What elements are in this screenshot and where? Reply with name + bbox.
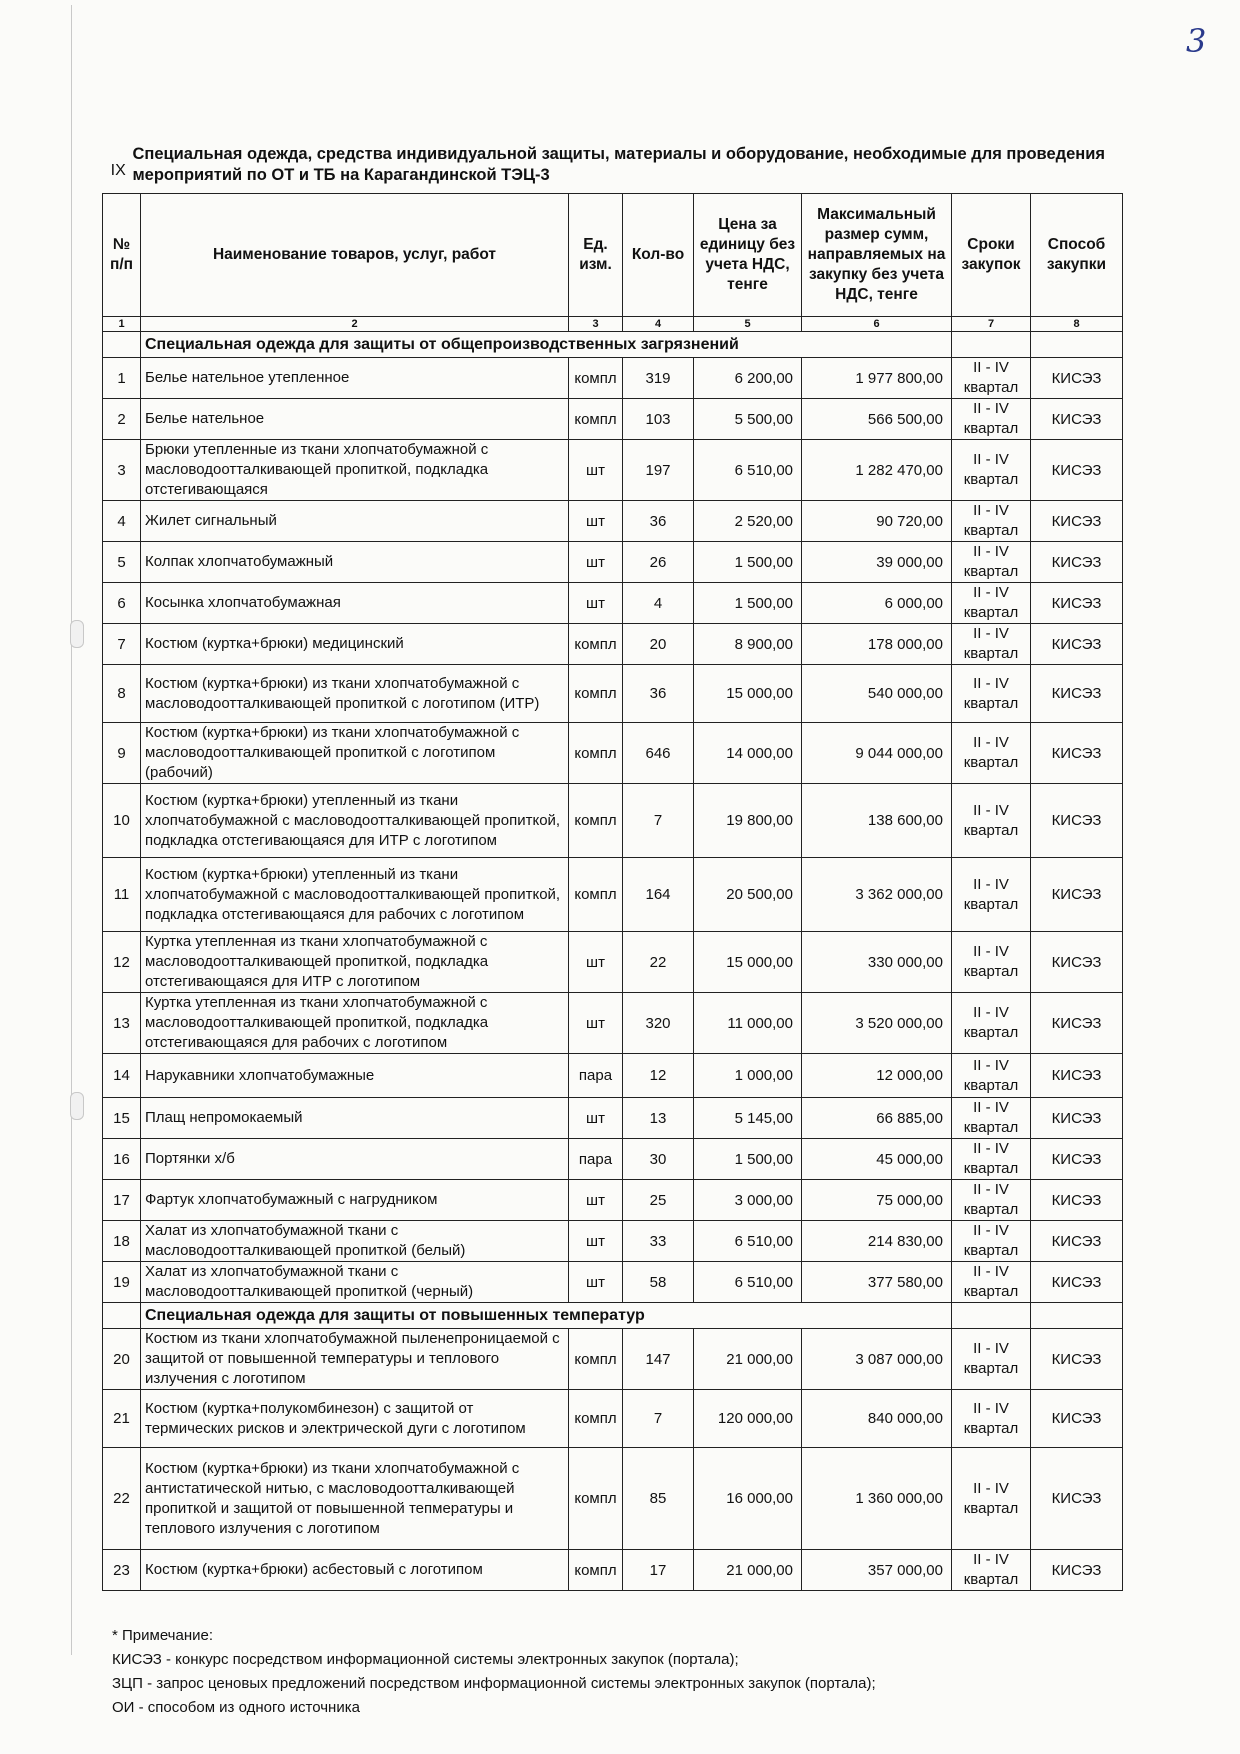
table-row [103, 501, 1123, 542]
row-number-cell: 8 [103, 665, 141, 723]
table-row [103, 1098, 1123, 1139]
item-name-cell: Нарукавники хлопчатобумажные [141, 1054, 569, 1098]
unit-price-cell: 21 000,00 [694, 1329, 802, 1390]
unit-price-cell: 2 520,00 [694, 501, 802, 542]
column-index-cell: 3 [569, 317, 623, 332]
table-row [103, 1550, 1123, 1591]
max-sum-cell: 357 000,00 [802, 1550, 952, 1591]
unit-cell: компл [569, 1329, 623, 1390]
section-title: Специальная одежда, средства индивидуальной защиты, материалы и оборудование, необходимые для проведения мероприятий по ОТ и ТБ на Карагандинской ТЭЦ-3 [132, 145, 1106, 184]
quantity-cell: 33 [623, 1221, 694, 1262]
item-name-cell: Костюм (куртка+брюки) утепленный из ткани хлопчатобумажной с масловодоотталкивающей пропиткой, подкладка отстегивающаяся для рабочих с логотипом [141, 858, 569, 932]
max-sum-cell: 6 000,00 [802, 583, 952, 624]
procurement-term-cell: II - IV квартал [952, 932, 1031, 993]
table-row [103, 1221, 1123, 1262]
quantity-cell: 320 [623, 993, 694, 1054]
unit-price-cell: 1 500,00 [694, 583, 802, 624]
quantity-cell: 7 [623, 1390, 694, 1448]
row-number-cell: 2 [103, 399, 141, 440]
row-number-cell: 18 [103, 1221, 141, 1262]
unit-cell: компл [569, 858, 623, 932]
header-cell: Сроки закупок [952, 194, 1031, 317]
item-name-cell: Халат из хлопчатобумажной ткани с масловодоотталкивающей пропиткой (белый) [141, 1221, 569, 1262]
unit-price-cell: 1 500,00 [694, 542, 802, 583]
table-row [103, 583, 1123, 624]
procurement-term-cell: II - IV квартал [952, 784, 1031, 858]
category-empty-cell [952, 1303, 1031, 1329]
column-index-cell: 4 [623, 317, 694, 332]
item-name-cell: Косынка хлопчатобумажная [141, 583, 569, 624]
procurement-term-cell: II - IV квартал [952, 583, 1031, 624]
unit-cell: компл [569, 624, 623, 665]
procurement-term-cell: II - IV квартал [952, 1180, 1031, 1221]
quantity-cell: 12 [623, 1054, 694, 1098]
quantity-cell: 20 [623, 624, 694, 665]
row-number-cell: 1 [103, 358, 141, 399]
row-number-cell: 4 [103, 501, 141, 542]
max-sum-cell: 1 360 000,00 [802, 1448, 952, 1550]
max-sum-cell: 214 830,00 [802, 1221, 952, 1262]
item-name-cell: Белье нательное утепленное [141, 358, 569, 399]
max-sum-cell: 3 087 000,00 [802, 1329, 952, 1390]
procurement-method-cell: КИСЭЗ [1031, 1180, 1123, 1221]
procurement-method-cell: КИСЭЗ [1031, 358, 1123, 399]
max-sum-cell: 330 000,00 [802, 932, 952, 993]
item-name-cell: Костюм (куртка+брюки) асбестовый с логотипом [141, 1550, 569, 1591]
punch-hole-top [70, 620, 84, 648]
unit-cell: шт [569, 932, 623, 993]
procurement-term-cell: II - IV квартал [952, 1550, 1031, 1591]
max-sum-cell: 39 000,00 [802, 542, 952, 583]
procurement-term-cell: II - IV квартал [952, 1448, 1031, 1550]
max-sum-cell: 1 282 470,00 [802, 440, 952, 501]
procurement-method-cell: КИСЭЗ [1031, 932, 1123, 993]
category-title: Специальная одежда для защиты от повышенных температур [141, 1303, 952, 1329]
unit-cell: компл [569, 1448, 623, 1550]
notes-title: * Примечание: [112, 1627, 213, 1644]
unit-price-cell: 16 000,00 [694, 1448, 802, 1550]
header-cell: Ед. изм. [569, 194, 623, 317]
handwritten-page-number: 3 [1186, 22, 1207, 60]
column-index-row [103, 317, 1123, 332]
unit-price-cell: 6 200,00 [694, 358, 802, 399]
item-name-cell: Фартук хлопчатобумажный с нагрудником [141, 1180, 569, 1221]
max-sum-cell: 138 600,00 [802, 784, 952, 858]
row-number-cell: 21 [103, 1390, 141, 1448]
procurement-method-cell: КИСЭЗ [1031, 665, 1123, 723]
header-cell: Способ закупки [1031, 194, 1123, 317]
item-name-cell: Колпак хлопчатобумажный [141, 542, 569, 583]
quantity-cell: 30 [623, 1139, 694, 1180]
unit-cell: шт [569, 440, 623, 501]
unit-cell: компл [569, 358, 623, 399]
header-cell: Кол-во [623, 194, 694, 317]
quantity-cell: 147 [623, 1329, 694, 1390]
unit-price-cell: 5 500,00 [694, 399, 802, 440]
row-number-cell: 12 [103, 932, 141, 993]
item-name-cell: Халат из хлопчатобумажной ткани с масловодоотталкивающей пропиткой (черный) [141, 1262, 569, 1303]
unit-cell: шт [569, 583, 623, 624]
table-row [103, 1390, 1123, 1448]
unit-price-cell: 20 500,00 [694, 858, 802, 932]
header-cell: № п/п [103, 194, 141, 317]
unit-cell: компл [569, 665, 623, 723]
max-sum-cell: 840 000,00 [802, 1390, 952, 1448]
unit-cell: пара [569, 1139, 623, 1180]
unit-cell: компл [569, 1390, 623, 1448]
quantity-cell: 17 [623, 1550, 694, 1591]
category-empty-cell [952, 332, 1031, 358]
max-sum-cell: 566 500,00 [802, 399, 952, 440]
row-number-cell: 13 [103, 993, 141, 1054]
column-index-cell: 1 [103, 317, 141, 332]
table-row [103, 784, 1123, 858]
procurement-table [102, 193, 1123, 1591]
unit-cell: шт [569, 1221, 623, 1262]
table-row [103, 1054, 1123, 1098]
table-row [103, 993, 1123, 1054]
max-sum-cell: 377 580,00 [802, 1262, 952, 1303]
category-row [103, 332, 1123, 358]
unit-price-cell: 1 500,00 [694, 1139, 802, 1180]
procurement-method-cell: КИСЭЗ [1031, 542, 1123, 583]
procurement-term-cell: II - IV квартал [952, 624, 1031, 665]
procurement-method-cell: КИСЭЗ [1031, 723, 1123, 784]
quantity-cell: 103 [623, 399, 694, 440]
unit-cell: шт [569, 1180, 623, 1221]
procurement-method-cell: КИСЭЗ [1031, 501, 1123, 542]
category-empty-cell [103, 1303, 141, 1329]
unit-price-cell: 11 000,00 [694, 993, 802, 1054]
unit-price-cell: 1 000,00 [694, 1054, 802, 1098]
item-name-cell: Костюм (куртка+брюки) утепленный из ткани хлопчатобумажной с масловодоотталкивающей пропиткой, подкладка отстегивающаяся для ИТР с логотипом [141, 784, 569, 858]
column-index-cell: 6 [802, 317, 952, 332]
procurement-method-cell: КИСЭЗ [1031, 1550, 1123, 1591]
unit-price-cell: 14 000,00 [694, 723, 802, 784]
unit-cell: пара [569, 1054, 623, 1098]
note-line: ЗЦП - запрос ценовых предложений посредством информационной системы электронных закупок (портала); [112, 1675, 876, 1692]
unit-price-cell: 6 510,00 [694, 440, 802, 501]
table-row [103, 932, 1123, 993]
quantity-cell: 25 [623, 1180, 694, 1221]
procurement-term-cell: II - IV квартал [952, 1139, 1031, 1180]
header-cell: Цена за единицу без учета НДС, тенге [694, 194, 802, 317]
procurement-term-cell: II - IV квартал [952, 358, 1031, 399]
procurement-term-cell: II - IV квартал [952, 542, 1031, 583]
quantity-cell: 197 [623, 440, 694, 501]
procurement-method-cell: КИСЭЗ [1031, 993, 1123, 1054]
row-number-cell: 23 [103, 1550, 141, 1591]
row-number-cell: 11 [103, 858, 141, 932]
max-sum-cell: 45 000,00 [802, 1139, 952, 1180]
quantity-cell: 26 [623, 542, 694, 583]
unit-price-cell: 3 000,00 [694, 1180, 802, 1221]
table-row [103, 1180, 1123, 1221]
margin-line [71, 5, 72, 1655]
unit-price-cell: 19 800,00 [694, 784, 802, 858]
max-sum-cell: 1 977 800,00 [802, 358, 952, 399]
category-empty-cell [103, 332, 141, 358]
category-empty-cell [1031, 1303, 1123, 1329]
header-row [103, 194, 1123, 317]
procurement-term-cell: II - IV квартал [952, 440, 1031, 501]
max-sum-cell: 540 000,00 [802, 665, 952, 723]
unit-price-cell: 120 000,00 [694, 1390, 802, 1448]
table-row [103, 665, 1123, 723]
unit-cell: компл [569, 723, 623, 784]
punch-hole-bottom [70, 1092, 84, 1120]
table-row [103, 440, 1123, 501]
quantity-cell: 58 [623, 1262, 694, 1303]
unit-cell: компл [569, 399, 623, 440]
row-number-cell: 15 [103, 1098, 141, 1139]
unit-price-cell: 6 510,00 [694, 1221, 802, 1262]
table-row [103, 858, 1123, 932]
row-number-cell: 10 [103, 784, 141, 858]
procurement-method-cell: КИСЭЗ [1031, 1448, 1123, 1550]
max-sum-cell: 3 520 000,00 [802, 993, 952, 1054]
max-sum-cell: 3 362 000,00 [802, 858, 952, 932]
table-row [103, 1329, 1123, 1390]
row-number-cell: 19 [103, 1262, 141, 1303]
procurement-method-cell: КИСЭЗ [1031, 1139, 1123, 1180]
procurement-term-cell: II - IV квартал [952, 1329, 1031, 1390]
unit-cell: шт [569, 542, 623, 583]
row-number-cell: 22 [103, 1448, 141, 1550]
procurement-method-cell: КИСЭЗ [1031, 1221, 1123, 1262]
unit-cell: компл [569, 784, 623, 858]
max-sum-cell: 90 720,00 [802, 501, 952, 542]
unit-price-cell: 21 000,00 [694, 1550, 802, 1591]
row-number-cell: 3 [103, 440, 141, 501]
table-row [103, 624, 1123, 665]
procurement-term-cell: II - IV квартал [952, 665, 1031, 723]
item-name-cell: Брюки утепленные из ткани хлопчатобумажной с масловодоотталкивающей пропиткой, подкладка отстегивающаяся [141, 440, 569, 501]
unit-cell: шт [569, 1098, 623, 1139]
item-name-cell: Жилет сигнальный [141, 501, 569, 542]
item-name-cell: Костюм (куртка+брюки) медицинский [141, 624, 569, 665]
header-cell: Максимальный размер сумм, направляемых на закупку без учета НДС, тенге [802, 194, 952, 317]
unit-price-cell: 15 000,00 [694, 665, 802, 723]
category-row [103, 1303, 1123, 1329]
row-number-cell: 7 [103, 624, 141, 665]
max-sum-cell: 66 885,00 [802, 1098, 952, 1139]
item-name-cell: Куртка утепленная из ткани хлопчатобумажной с масловодоотталкивающей пропиткой, подкладка отстегивающаяся для рабочих с логотипом [141, 993, 569, 1054]
row-number-cell: 16 [103, 1139, 141, 1180]
category-empty-cell [1031, 332, 1123, 358]
item-name-cell: Костюм (куртка+полукомбинезон) с защитой от термических рисков и электрической дуги с логотипом [141, 1390, 569, 1448]
quantity-cell: 13 [623, 1098, 694, 1139]
quantity-cell: 36 [623, 501, 694, 542]
row-number-cell: 6 [103, 583, 141, 624]
procurement-method-cell: КИСЭЗ [1031, 1329, 1123, 1390]
row-number-cell: 5 [103, 542, 141, 583]
quantity-cell: 4 [623, 583, 694, 624]
column-index-cell: 2 [141, 317, 569, 332]
item-name-cell: Костюм из ткани хлопчатобумажной пыленепроницаемой с защитой от повышенной температуры и теплового излучения с логотипом [141, 1329, 569, 1390]
procurement-method-cell: КИСЭЗ [1031, 784, 1123, 858]
item-name-cell: Куртка утепленная из ткани хлопчатобумажной с масловодоотталкивающей пропиткой, подкладка отстегивающаяся для ИТР с логотипом [141, 932, 569, 993]
item-name-cell: Плащ непромокаемый [141, 1098, 569, 1139]
item-name-cell: Портянки х/б [141, 1139, 569, 1180]
quantity-cell: 7 [623, 784, 694, 858]
procurement-term-cell: II - IV квартал [952, 1054, 1031, 1098]
procurement-method-cell: КИСЭЗ [1031, 858, 1123, 932]
column-index-cell: 7 [952, 317, 1031, 332]
procurement-method-cell: КИСЭЗ [1031, 583, 1123, 624]
row-number-cell: 9 [103, 723, 141, 784]
procurement-term-cell: II - IV квартал [952, 858, 1031, 932]
row-number-cell: 14 [103, 1054, 141, 1098]
procurement-term-cell: II - IV квартал [952, 723, 1031, 784]
table-row [103, 1262, 1123, 1303]
item-name-cell: Костюм (куртка+брюки) из ткани хлопчатобумажной с масловодоотталкивающей пропиткой с логотипом (рабочий) [141, 723, 569, 784]
quantity-cell: 85 [623, 1448, 694, 1550]
unit-price-cell: 8 900,00 [694, 624, 802, 665]
procurement-term-cell: II - IV квартал [952, 501, 1031, 542]
procurement-method-cell: КИСЭЗ [1031, 624, 1123, 665]
item-name-cell: Костюм (куртка+брюки) из ткани хлопчатобумажной с масловодоотталкивающей пропиткой с логотипом (ИТР) [141, 665, 569, 723]
quantity-cell: 22 [623, 932, 694, 993]
table-row [103, 399, 1123, 440]
procurement-method-cell: КИСЭЗ [1031, 1390, 1123, 1448]
quantity-cell: 319 [623, 358, 694, 399]
quantity-cell: 164 [623, 858, 694, 932]
section-heading [104, 144, 1124, 186]
table-row [103, 1139, 1123, 1180]
unit-price-cell: 15 000,00 [694, 932, 802, 993]
header-cell: Наименование товаров, услуг, работ [141, 194, 569, 317]
unit-cell: компл [569, 1550, 623, 1591]
unit-cell: шт [569, 1262, 623, 1303]
unit-price-cell: 5 145,00 [694, 1098, 802, 1139]
procurement-term-cell: II - IV квартал [952, 993, 1031, 1054]
procurement-term-cell: II - IV квартал [952, 1098, 1031, 1139]
quantity-cell: 36 [623, 665, 694, 723]
table-row [103, 542, 1123, 583]
procurement-method-cell: КИСЭЗ [1031, 440, 1123, 501]
table-body [103, 332, 1123, 1591]
procurement-term-cell: II - IV квартал [952, 1221, 1031, 1262]
item-name-cell: Костюм (куртка+брюки) из ткани хлопчатобумажной с антистатической нитью, с масловодоотталкивающей пропиткой и защитой от повышенной тепмературы и теплового излучения с логотипом [141, 1448, 569, 1550]
unit-cell: шт [569, 501, 623, 542]
procurement-method-cell: КИСЭЗ [1031, 1054, 1123, 1098]
procurement-term-cell: II - IV квартал [952, 1262, 1031, 1303]
max-sum-cell: 178 000,00 [802, 624, 952, 665]
row-number-cell: 20 [103, 1329, 141, 1390]
procurement-method-cell: КИСЭЗ [1031, 1098, 1123, 1139]
procurement-method-cell: КИСЭЗ [1031, 399, 1123, 440]
category-title: Специальная одежда для защиты от общепроизводственных загрязнений [141, 332, 952, 358]
section-number: IX [110, 162, 126, 179]
quantity-cell: 646 [623, 723, 694, 784]
max-sum-cell: 12 000,00 [802, 1054, 952, 1098]
procurement-term-cell: II - IV квартал [952, 1390, 1031, 1448]
table-row [103, 358, 1123, 399]
procurement-term-cell: II - IV квартал [952, 399, 1031, 440]
column-index-cell: 8 [1031, 317, 1123, 332]
unit-price-cell: 6 510,00 [694, 1262, 802, 1303]
max-sum-cell: 75 000,00 [802, 1180, 952, 1221]
procurement-method-cell: КИСЭЗ [1031, 1262, 1123, 1303]
unit-cell: шт [569, 993, 623, 1054]
row-number-cell: 17 [103, 1180, 141, 1221]
item-name-cell: Белье нательное [141, 399, 569, 440]
max-sum-cell: 9 044 000,00 [802, 723, 952, 784]
table-row [103, 1448, 1123, 1550]
note-line: ОИ - способом из одного источника [112, 1699, 360, 1716]
table-row [103, 723, 1123, 784]
note-line: КИСЭЗ - конкурс посредством информационной системы электронных закупок (портала); [112, 1651, 739, 1668]
column-index-cell: 5 [694, 317, 802, 332]
